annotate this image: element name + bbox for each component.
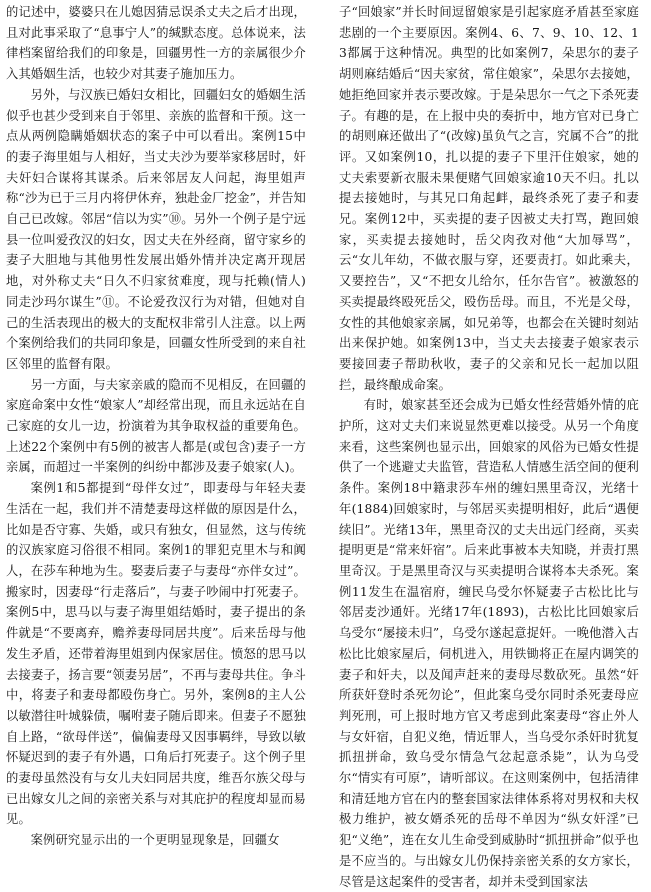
paragraph: 另外，与汉族已婚妇女相比，回疆妇女的婚姻生活似乎也甚少受到来自于邻里、亲族的监督和干预。这一点从两例隐瞒婚姻状态的案子中可以看出。案例15中的妻子海里姐与人相好，当丈夫沙为要举家移居时，奸夫奸妇合谋将其谋杀。后来邻居友人问起，海里姐声称“沙为已于三月内将伊休弃，独赴金厂挖金”，并告知自己已改嫁。邻居“信以为实”⑩。另外一个例子是宁远县一位叫爱孜汉的妇女，因丈夫在外经商，留守家乡的妻子大胆地与其他男性发展出婚外情并决定离开现居地，对外称丈夫“日久不归家贫难度，现与托赖(情人)同走沙玛尔谋生”⑪。不论爱孜汉行为对错，但她对自己的生活表现出的极大的支配权非常引人注意。以上两个案例给我们的共同印象是，回疆女性所受到的来自社区邻里的监督有限。 bbox=[6, 87, 306, 371]
right-column bbox=[339, 2, 639, 889]
paragraph: 案例1和5都提到“母伴女过”，即妻母与年轻夫妻生活在一起，我们并不清楚妻母这样做的原因是什么，比如是否守寡、失婚，或只有独女，但显然，这与传统的汉族家庭习俗很不相同。案例1的罪犯克里木与和阗人，在莎车种地为生。娶妻后妻子与妻母“亦伴女过”。搬家时，因妻母“行走落后”，与妻子吵闹中打死妻子。案例5中，思马以与妻子海里姐结婚时，妻子提出的条件就是“不要离弃，赡养妻母同居共度”。后来岳母与他发生矛盾，还带着海里姐到内保家居住。愤怒的思马以去接妻子，扬言要“领妻另居”，不再与妻母共住。争斗中，将妻子和妻母都殴伤身亡。另外，案例8的主人公以敏潜往叶城躲债，嘱咐妻子随后即来。但妻子不愿独自上路，“欲母伴送”，偏偏妻母又因事羁绊，导致以敏怀疑迟到的妻子有外遇，口角后打死妻子。这个例子里的妻母虽然没有与女儿夫妇同居共度，维吾尔族父母与已出嫁女儿之间的亲密关系与对其庇护的程度却显而易见。 bbox=[6, 481, 306, 827]
left-column bbox=[6, 2, 306, 848]
paragraph: 有时，娘家甚至还会成为已婚女性经营婚外情的庇护所，这对丈夫们来说显然更难以接受。从另一个角度来看，这些案例也显示出，回娘家的风俗为已婚女性提供了一个逃避丈夫监管，营造私人情感生活空间的便利条件。案例18中籍隶莎车州的缠妇黑里奇汉，光绪十年(1884)回娘家时，与邻居买卖提明相好，此后“遇便续旧”。光绪13年，黑里奇汉的丈夫出远门经商，买卖提明更是“常来奸宿”。后来此事被本夫知晓，并责打黑里奇汉。于是黑里奇汉与买卖提明合谋将本夫杀死。案例11发生在温宿府，缠民乌受尔怀疑妻子古松比比与邻居麦沙通奸。光绪17年(1893)，古松比比回娘家后乌受尔“屡接未归”，乌受尔遂起意捉奸。一晚他潜入古松比比娘家屋后，伺机进入，用铁锄将正在屋内调笑的妻子和奸夫，以及闻声赶来的妻母尽数砍死。虽然“奸所获奸登时杀死勿论”，但此案乌受尔同时杀死妻母应判死刑，可上报时地方官又考虑到此案妻母“容止外人与女奸宿，自犯义绝，情近罪人，当乌受尔杀奸时犹复抓扭拼命，致乌受尔情急气忿起意杀毙”，认为乌受尔“情实有可原”，请听部议。在这则案例中，包括清律和清廷地方官在内的整套国家法律体系将对男权和夫权极力维护，被女婿杀死的岳母不单因为“纵女奸淫”已犯“义绝”，连在女儿生命受到威胁时“抓扭拼命”似乎也是不应当的。与出嫁女儿仍保持亲密关系的女方家长，尽管是这起案件的受害者，却并未受到国家法 bbox=[339, 398, 639, 889]
paragraph: 的记述中，婆婆只在儿媳因猜忌误杀丈夫之后才出现，且对此事采取了“息事宁人”的缄默态度。总体说来，法律档案留给我们的印象是，回疆男性一方的亲属很少介入其婚姻生活，也较少对其妻子施加压力。 bbox=[6, 5, 306, 82]
paragraph: 另一方面，与夫家亲戚的隐而不见相反，在回疆的家庭命案中女性“娘家人”却经常出现，而且永远站在自己家庭的女儿一边，扮演着为其争取权益的重要角色。上述22个案例中有5例的被害人都是(或包含)妻子一方亲属，而超过一半案例的纠纷中都涉及妻子娘家(人)。 bbox=[6, 377, 306, 475]
paragraph: 案例研究显示出的一个更明显现象是，回疆女 bbox=[30, 833, 280, 848]
paragraph: 子“回娘家”并长时间逗留娘家是引起家庭矛盾甚至家庭悲剧的一个主要原因。案例4、6、7、9、10、12、13都属于这种情况。典型的比如案例7，朵思尔的妻子胡则麻结婚后“因夫家贫，常住娘家”，朵思尔去接她，她拒绝回家并表示要改嫁。于是朵思尔一气之下杀死妻子。有趣的是，在上报中央的奏折中，地方官对已身亡的胡则麻还做出了“(改嫁)虽负气之言，究属不合”的批评。又如案例10，扎以提的妻子下里汗住娘家，她的丈夫索要新衣服未果便赌气回娘家逾10天不归。扎以提去接她时，与其兄口角起衅，最终杀死了妻子和妻兄。案例12中，买卖提的妻子因被丈夫打骂，跑回娘家，买卖提去接她时，岳父肉孜对他“大加辱骂”，云“女儿年幼，不做衣服与穿，还要责打。如此乘夫，又要控告”，又“不把女儿给尔，任尔告官”。被激怒的买卖提最终殴死岳父，殴伤岳母。而且，不光是父母，女性的其他娘家亲属，如兄弟等，也都会在关键时刻站出来保护她。如案例13中，当丈夫去接妻子娘家表示要接回妻子帮助秋收，妻子的父亲和兄长一起加以阻拦，最终酿成命案。 bbox=[339, 5, 639, 392]
